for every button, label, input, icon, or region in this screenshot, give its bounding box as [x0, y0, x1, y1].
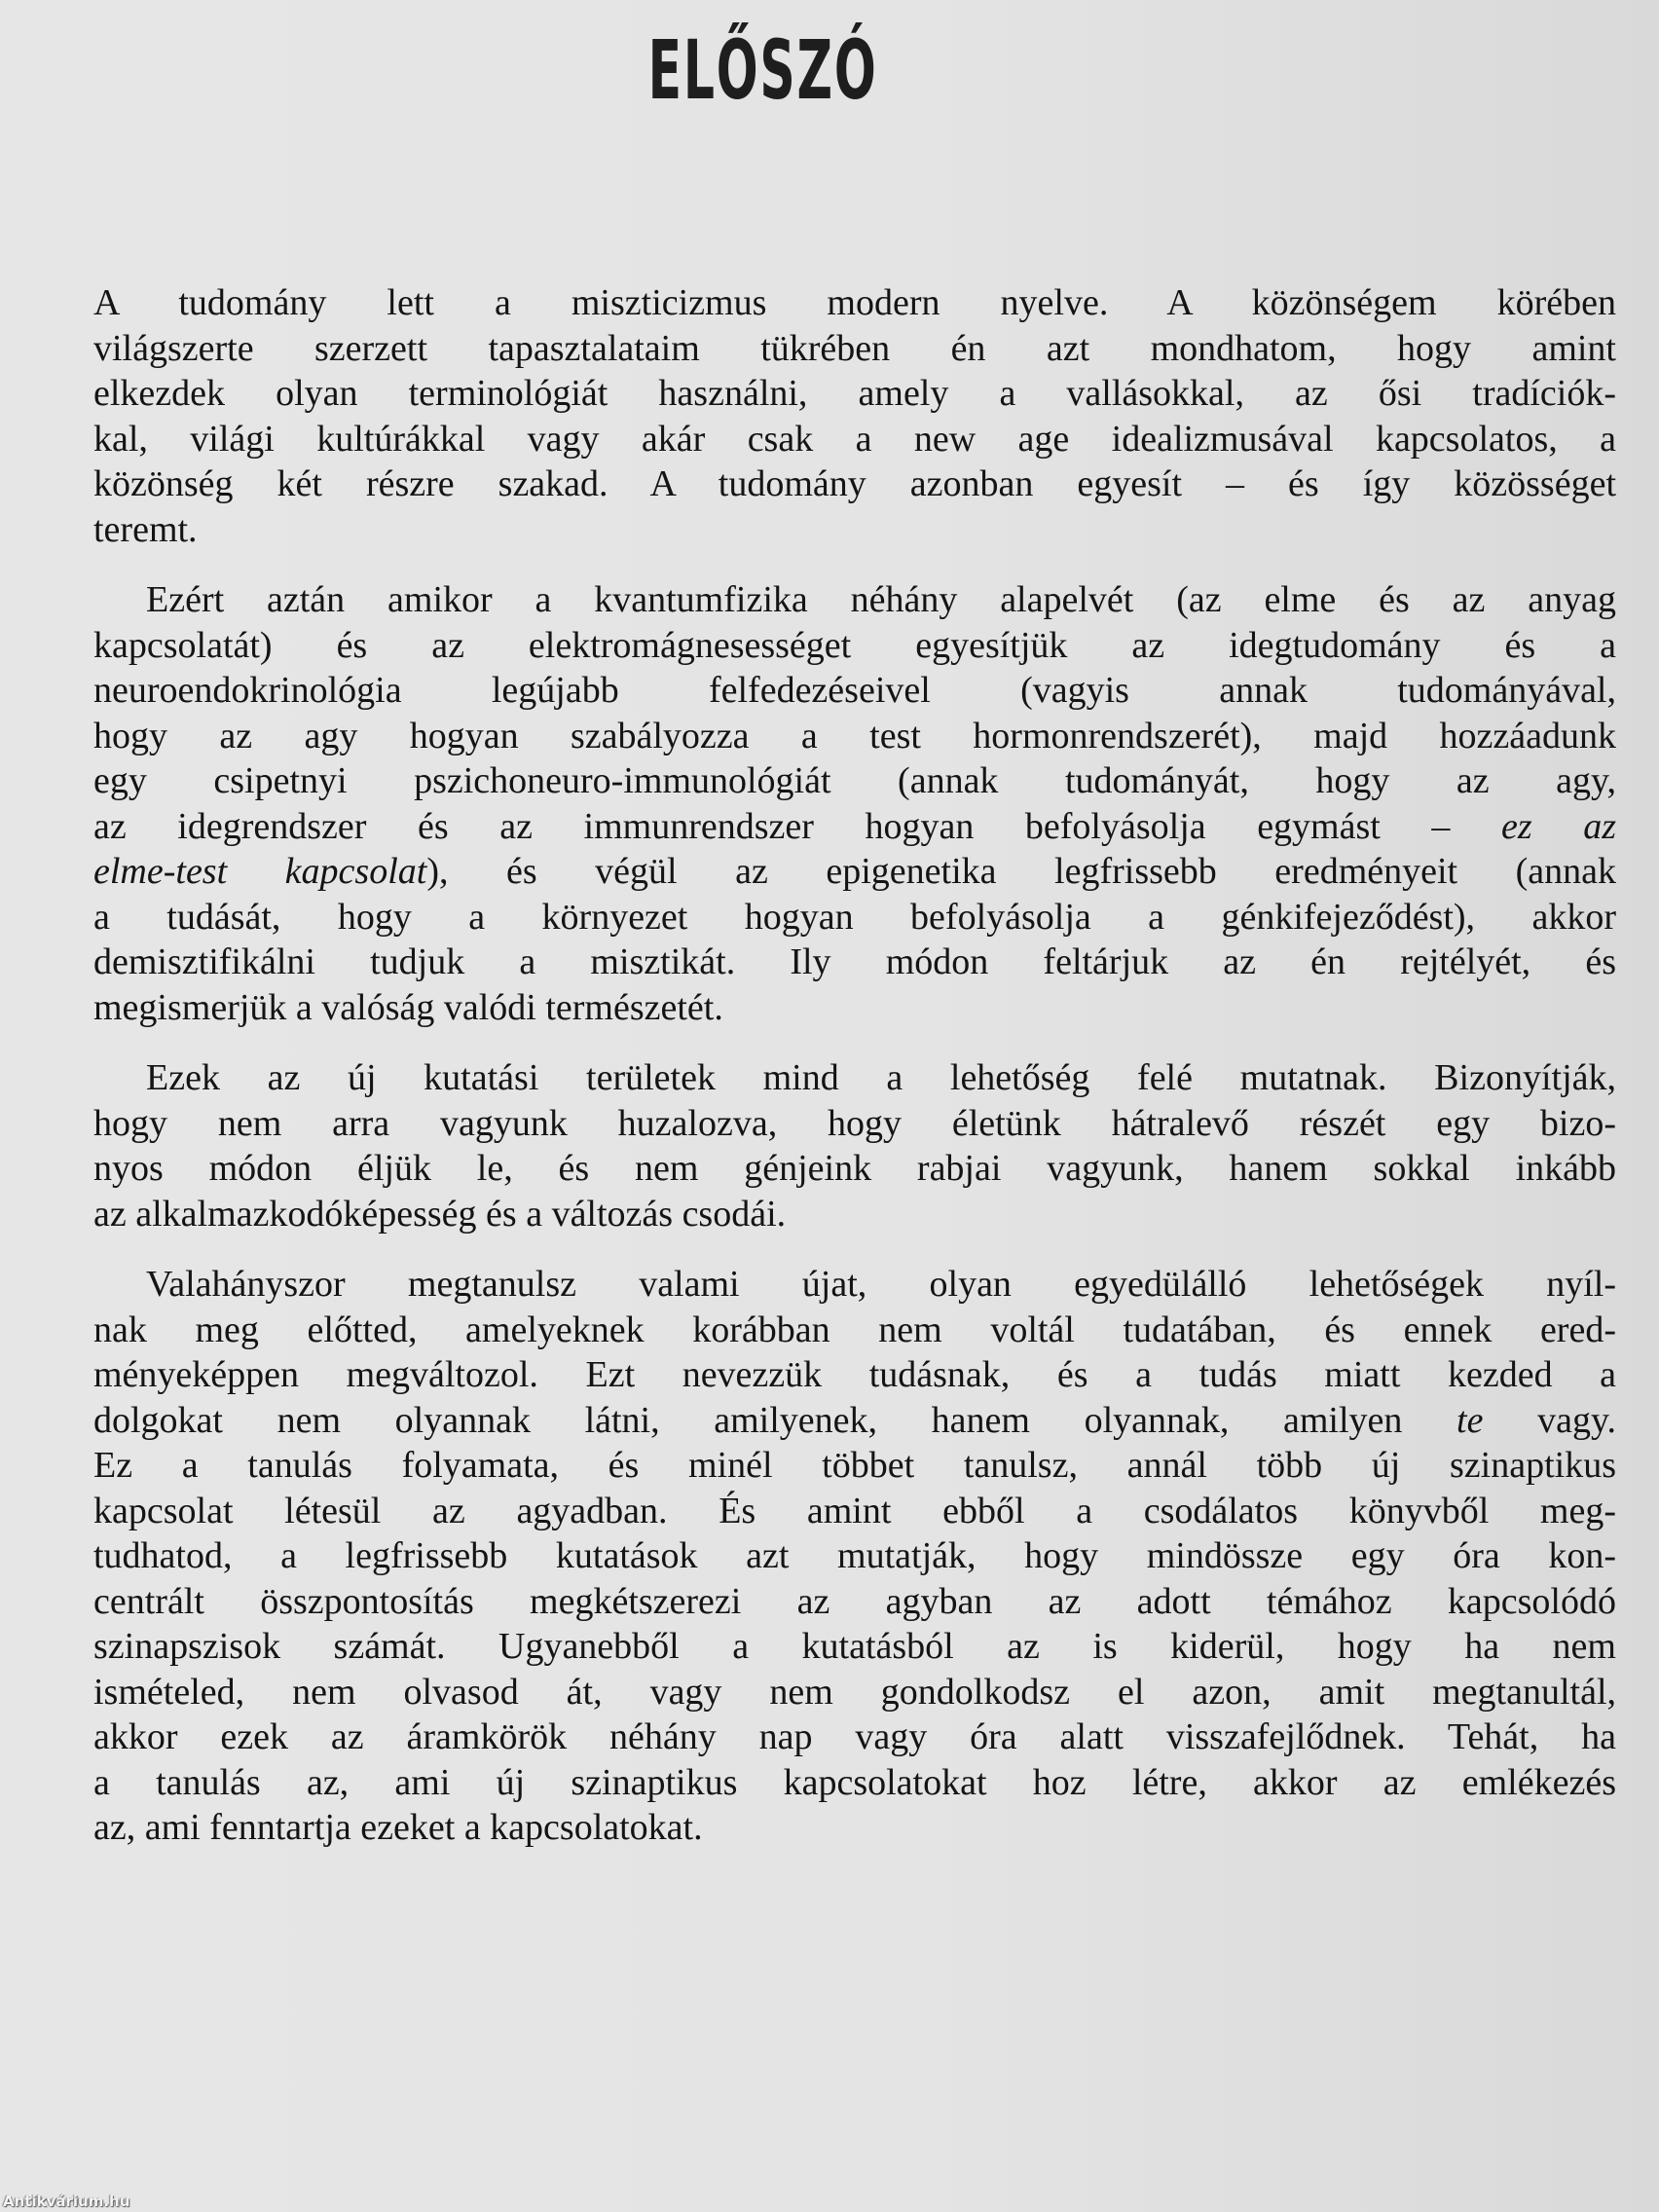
italic-text: te	[1456, 1399, 1484, 1441]
text-segment: tudhatod, a legfrissebb kutatások azt mutatják, hogy mindössze egy óra kon-	[93, 1535, 1616, 1576]
text-segment: nyos módon éljük le, és nem génjeink rabjai vagyunk, hanem sokkal inkább	[93, 1148, 1616, 1189]
text-line	[93, 1352, 1616, 1398]
text-segment: akkor ezek az áramkörök néhány nap vagy óra alatt visszafejlődnek. Tehát, ha	[93, 1716, 1616, 1757]
text-line	[93, 714, 1616, 759]
text-segment: kapcsolatát) és az elektromágnesességet egyesítjük az idegtudomány és a	[93, 624, 1616, 666]
text-line	[93, 1398, 1616, 1444]
text-line	[93, 1533, 1616, 1579]
text-segment: neuroendokrinológia legújabb felfedezéseivel (vagyis annak tudományával,	[93, 670, 1616, 711]
text-line	[93, 417, 1616, 462]
text-line	[93, 804, 1616, 850]
text-segment: nak meg előtted, amelyeknek korábban nem voltál tudatában, és ennek ered-	[93, 1309, 1616, 1350]
text-line	[93, 1443, 1616, 1489]
text-line	[93, 1805, 1616, 1851]
text-segment: hogy nem arra vagyunk huzalozva, hogy életünk hátralevő részét egy bizo-	[93, 1102, 1616, 1144]
text-line	[93, 1760, 1616, 1806]
page-title: ELŐSZÓ	[648, 22, 878, 118]
text-line	[93, 623, 1616, 669]
text-segment: egy csipetnyi pszichoneuro-immunológiát (annak tudományát, hogy az agy,	[93, 760, 1616, 801]
italic-text: elme-test kapcsolat	[93, 851, 427, 892]
text-line	[93, 758, 1616, 804]
text-segment: hogy az agy hogyan szabályozza a test hormonrendszerét), majd hozzáadunk	[93, 715, 1616, 756]
text-line	[93, 1579, 1616, 1625]
text-line	[93, 1670, 1616, 1715]
text-line	[93, 895, 1616, 940]
text-line	[93, 985, 1616, 1031]
watermark: Antikvárium.hu	[3, 2193, 130, 2210]
text-segment: kal, világi kultúrákkal vagy akár csak a new age idealizmusával kapcsolatos, a	[93, 418, 1616, 460]
text-segment: ), és végül az epigenetika legfrissebb eredményeit (annak	[426, 851, 1617, 892]
text-segment: megismerjük a valóság valódi természetét.	[93, 986, 723, 1028]
text-segment: a tanulás az, ami új szinaptikus kapcsolatokat hoz létre, akkor az emlékezés	[93, 1761, 1616, 1803]
text-segment: centrált összpontosítás megkétszerezi az agyban az adott témához kapcsolódó	[93, 1580, 1616, 1622]
text-line	[93, 1146, 1616, 1192]
text-segment: ményeképpen megváltozol. Ezt nevezzük tudásnak, és a tudás miatt kezded a	[93, 1354, 1616, 1395]
text-segment: vagy.	[1483, 1399, 1616, 1441]
text-segment: közönség két részre szakad. A tudomány azonban egyesít – és így közösséget	[93, 463, 1616, 504]
text-segment: Ezért aztán amikor a kvantumfizika néhány alapelvét (az elme és az anyag	[146, 579, 1616, 620]
paragraph	[93, 1055, 1616, 1236]
text-segment: elkezdek olyan terminológiát használni, amely a vallásokkal, az ősi tradíciók-	[93, 373, 1616, 414]
text-line	[93, 1101, 1616, 1147]
text-line	[93, 668, 1616, 714]
text-segment: ismételed, nem olvasod át, vagy nem gondolkodsz el azon, amit megtanultál,	[93, 1671, 1616, 1713]
text-line	[93, 849, 1616, 895]
text-line	[93, 1714, 1616, 1760]
text-segment: az, ami fenntartja ezeket a kapcsolatokat.	[93, 1807, 703, 1848]
text-line	[93, 1192, 1616, 1237]
text-segment: A tudomány lett a miszticizmus modern nyelve. A közönségem körében	[93, 282, 1616, 323]
body-text	[93, 280, 1616, 1851]
text-segment: Ez a tanulás folyamata, és minél többet tanulsz, annál több új szinaptikus	[93, 1445, 1616, 1486]
text-segment: teremt.	[93, 508, 198, 550]
text-segment: a tudását, hogy a környezet hogyan befolyásolja a génkifejeződést), akkor	[93, 896, 1616, 938]
text-line	[93, 1489, 1616, 1534]
text-segment: az alkalmazkodóképesség és a változás csodái.	[93, 1193, 787, 1235]
text-segment: világszerte szerzett tapasztalataim tükrében én azt mondhatom, hogy amint	[93, 327, 1616, 369]
text-line	[93, 1308, 1616, 1353]
text-line	[93, 507, 1616, 553]
text-line	[93, 371, 1616, 417]
page-title-wrap	[0, 21, 1527, 119]
text-segment: demisztifikálni tudjuk a misztikát. Ily módon feltárjuk az én rejtélyét, és	[93, 941, 1616, 982]
italic-text: ez az	[1500, 805, 1616, 847]
text-segment: kapcsolat létesül az agyadban. És amint ebből a csodálatos könyvből meg-	[93, 1490, 1616, 1531]
text-segment: az idegrendszer és az immunrendszer hogyan befolyásolja egymást –	[93, 805, 1501, 847]
text-line	[93, 461, 1616, 507]
text-segment: Valahányszor megtanulsz valami újat, olyan egyedülálló lehetőségek nyíl-	[146, 1264, 1616, 1305]
text-line	[93, 1262, 1616, 1308]
text-segment: szinapszisok számát. Ugyanebből a kutatásból az is kiderül, hogy ha nem	[93, 1626, 1616, 1667]
text-line	[93, 280, 1616, 326]
text-line	[93, 326, 1616, 372]
paragraph	[93, 577, 1616, 1030]
text-line	[93, 1624, 1616, 1670]
text-line	[93, 1055, 1616, 1101]
text-line	[93, 577, 1616, 623]
paragraph	[93, 1262, 1616, 1851]
text-segment: Ezek az új kutatási területek mind a lehetőség felé mutatnak. Bizonyítják,	[146, 1057, 1616, 1098]
paragraph	[93, 280, 1616, 552]
text-segment: dolgokat nem olyannak látni, amilyenek, hanem olyannak, amilyen	[93, 1399, 1457, 1441]
text-line	[93, 940, 1616, 985]
